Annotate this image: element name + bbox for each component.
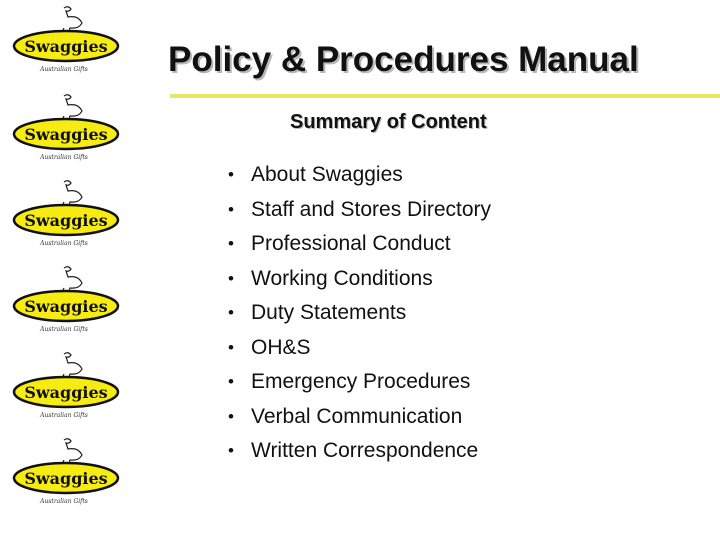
section-subtitle: Summary of Content xyxy=(290,111,487,133)
logo-tagline: Australian Gifts xyxy=(40,154,88,161)
contents-list-item xyxy=(228,331,491,366)
contents-list-item xyxy=(228,193,491,228)
swaggies-logo xyxy=(6,436,124,506)
bullet-icon: • xyxy=(228,268,234,288)
bullet-icon: • xyxy=(228,441,234,461)
logo-tagline: Australian Gifts xyxy=(40,66,88,73)
logo-text: Swaggies xyxy=(24,383,108,402)
logo-text: Swaggies xyxy=(24,125,108,144)
contents-item-label: Emergency Procedures xyxy=(251,370,471,394)
logo-tagline: Australian Gifts xyxy=(40,326,88,333)
logo-tagline: Australian Gifts xyxy=(40,240,88,247)
contents-item-label: Staff and Stores Directory xyxy=(251,197,492,221)
contents-list-item xyxy=(228,158,491,193)
title-underline xyxy=(170,94,720,98)
contents-list xyxy=(228,158,491,469)
contents-item-label: About Swaggies xyxy=(251,163,403,187)
bullet-icon: • xyxy=(228,372,234,392)
swaggies-logo xyxy=(6,264,124,334)
swaggies-logo xyxy=(6,4,124,74)
logo-strip xyxy=(0,0,130,540)
bullet-icon: • xyxy=(228,303,234,323)
contents-item-label: OH&S xyxy=(251,335,311,359)
contents-list-item xyxy=(228,434,491,469)
contents-list-item xyxy=(228,296,491,331)
logo-tagline: Australian Gifts xyxy=(40,412,88,419)
swaggies-logo xyxy=(6,178,124,248)
bullet-icon: • xyxy=(228,337,234,357)
swaggies-logo xyxy=(6,350,124,420)
contents-list-item xyxy=(228,262,491,297)
contents-list-item xyxy=(228,400,491,435)
bullet-icon: • xyxy=(228,199,234,219)
contents-list-item xyxy=(228,227,491,262)
contents-item-label: Written Correspondence xyxy=(251,439,479,463)
logo-text: Swaggies xyxy=(24,469,108,488)
contents-item-label: Duty Statements xyxy=(251,301,407,325)
bullet-icon: • xyxy=(228,406,234,426)
logo-text: Swaggies xyxy=(24,297,108,316)
logo-tagline: Australian Gifts xyxy=(40,498,88,505)
contents-list-item xyxy=(228,365,491,400)
contents-item-label: Professional Conduct xyxy=(251,232,451,256)
logo-text: Swaggies xyxy=(24,37,108,56)
logo-text: Swaggies xyxy=(24,211,108,230)
bullet-icon: • xyxy=(228,234,234,254)
bullet-icon: • xyxy=(228,165,234,185)
page-title: Policy & Procedures Manual xyxy=(168,40,639,79)
contents-item-label: Verbal Communication xyxy=(251,404,463,428)
swaggies-logo xyxy=(6,92,124,162)
contents-item-label: Working Conditions xyxy=(251,266,433,290)
